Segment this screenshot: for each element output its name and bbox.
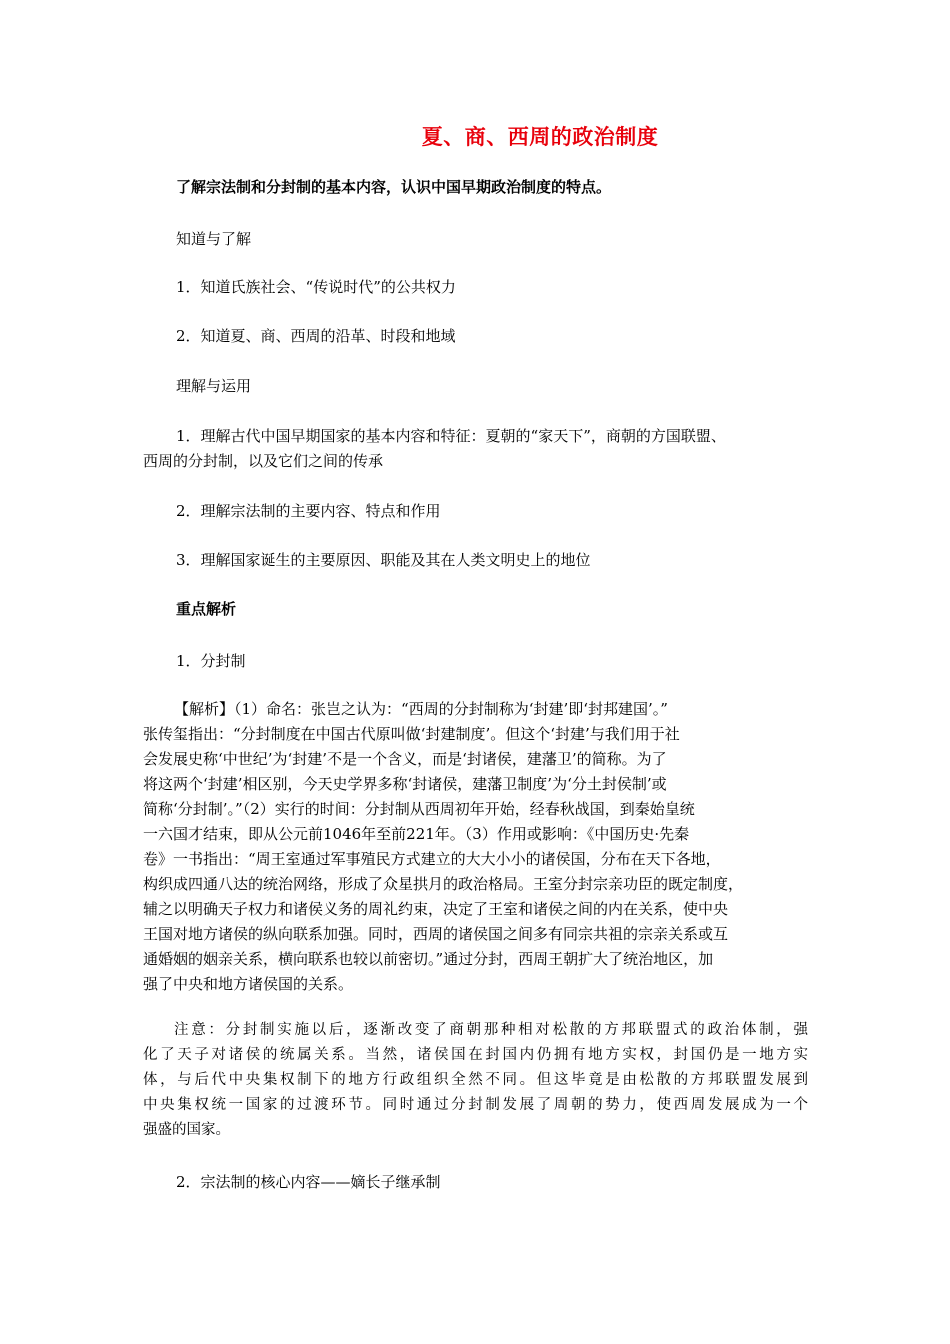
analysis-line: 张传玺指出：“分封制度在中国古代原叫做‘封建制度’。但这个‘封建’与我们用于社 — [143, 725, 680, 743]
analysis-line: 辅之以明确天子权力和诸侯义务的周礼约束，决定了王室和诸侯之间的内在关系，使中央 — [143, 900, 729, 918]
analysis-line: 【解析】（1）命名：张岂之认为：“西周的分封制称为‘封建’即‘封邦建国’。” — [174, 700, 668, 718]
understand-item-1-line-2: 西周的分封制，以及它们之间的传承 — [143, 452, 384, 470]
note-line: 化了天子对诸侯的统属关系。当然，诸侯国在封国内仍拥有地方实权，封国仍是一地方实 — [143, 1047, 808, 1063]
know-item-1: 1．知道氏族社会、“传说时代”的公共权力 — [176, 278, 456, 296]
analysis-line: 王国对地方诸侯的纵向联系加强。同时，西周的诸侯国之间多有同宗共祖的宗亲关系或互 — [143, 925, 729, 943]
know-item-2: 2．知道夏、商、西周的沿革、时段和地域 — [176, 327, 456, 345]
key-item-2: 2．宗法制的核心内容——嫡长子继承制 — [176, 1173, 441, 1191]
analysis-line: 简称‘分封制’。”（2）实行的时间：分封制从西周初年开始，经春秋战国，到秦始皇统 — [143, 800, 695, 818]
note-line: 中央集权统一国家的过渡环节。同时通过分封制发展了周朝的势力，使西周发展成为一个 — [143, 1097, 808, 1113]
analysis-line: 将这两个‘封建’相区别，今天史学界多称‘封诸侯，建藩卫制度’为‘分土封侯制’或 — [143, 775, 667, 793]
understand-item-1-line-1: 1．理解古代中国早期国家的基本内容和特征：夏朝的“家天下”，商朝的方国联盟、 — [176, 427, 726, 445]
analysis-paragraph — [143, 697, 808, 997]
analysis-line: 通婚姻的姻亲关系，横向联系也较以前密切。”通过分封，西周王朝扩大了统治地区，加 — [143, 950, 714, 968]
section-heading-understand: 理解与运用 — [176, 377, 252, 395]
analysis-line: 强了中央和地方诸侯国的关系。 — [143, 975, 354, 993]
key-item-1: 1．分封制 — [176, 652, 246, 670]
note-line: 注意：分封制实施以后，逐渐改变了商朝那种相对松散的方邦联盟式的政治体制，强 — [174, 1022, 808, 1038]
document-title: 夏、商、西周的政治制度 — [421, 125, 659, 149]
analysis-line: 构织成四通八达的统治网络，形成了众星拱月的政治格局。王室分封宗亲功臣的既定制度， — [143, 875, 744, 893]
analysis-line: 会发展史称‘中世纪’为‘封建’不是一个含义，而是‘封诸侯，建藩卫’的简称。为了 — [143, 750, 667, 768]
analysis-line: 卷》一书指出：“周王室通过军事殖民方式建立的大大小小的诸侯国，分布在天下各地， — [143, 850, 721, 868]
note-line: 强盛的国家。 — [143, 1122, 230, 1138]
learning-objective: 了解宗法制和分封制的基本内容，认识中国早期政治制度的特点。 — [176, 178, 612, 196]
analysis-line: 一六国才结束，即从公元前1046年至前221年。（3）作用或影响：《中国历史·先秦 — [143, 825, 690, 843]
section-heading-know: 知道与了解 — [176, 230, 252, 248]
understand-item-3: 3．理解国家诞生的主要原因、职能及其在人类文明史上的地位 — [176, 551, 591, 569]
note-line: 体，与后代中央集权制下的地方行政组织全然不同。但这毕竟是由松散的方邦联盟发展到 — [143, 1072, 808, 1088]
section-heading-key-points: 重点解析 — [176, 600, 237, 618]
note-paragraph — [143, 1018, 808, 1143]
understand-item-2: 2．理解宗法制的主要内容、特点和作用 — [176, 502, 441, 520]
